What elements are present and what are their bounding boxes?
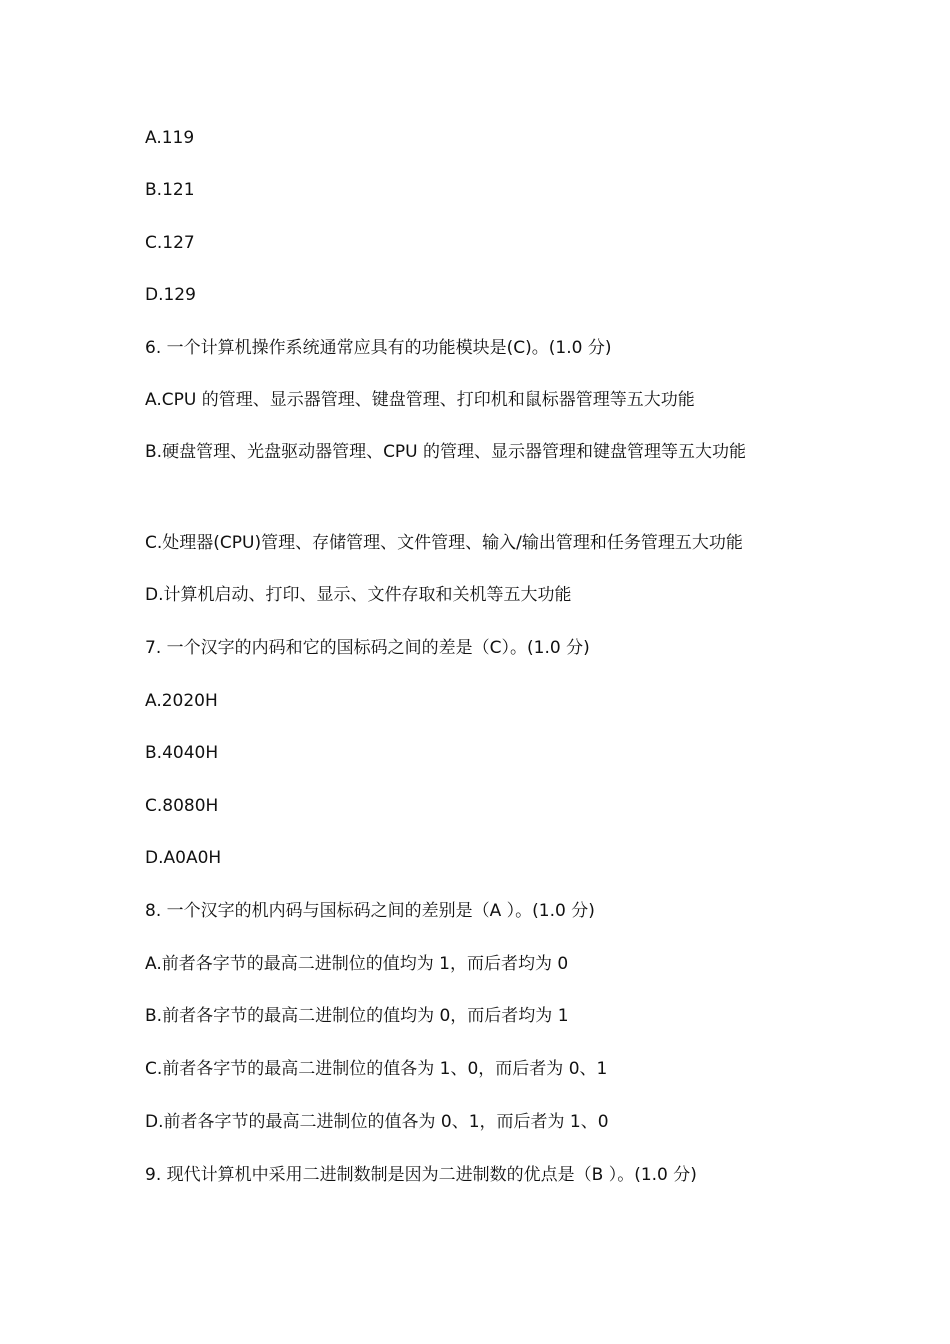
option-c-q8: C.前者各字节的最高二进制位的值各为 1、0，而后者为 0、1 — [145, 1059, 608, 1079]
option-c-q7: C.8080H — [145, 796, 219, 816]
option-d-q5: D.129 — [145, 285, 196, 305]
option-d-q8: D.前者各字节的最高二进制位的值各为 0、1，而后者为 1、0 — [145, 1112, 609, 1132]
option-a-q7: A.2020H — [145, 691, 218, 711]
option-a-q6: A.CPU 的管理、显示器管理、键盘管理、打印机和鼠标器管理等五大功能 — [145, 390, 695, 410]
option-c-q6: C.处理器(CPU)管理、存储管理、文件管理、输入/输出管理和任务管理五大功能 — [145, 533, 743, 553]
question-9: 9. 现代计算机中采用二进制数制是因为二进制数的优点是（B ）。(1.0 分) — [145, 1165, 697, 1185]
question-7: 7. 一个汉字的内码和它的国标码之间的差是（C）。(1.0 分) — [145, 638, 590, 658]
option-d-q6: D.计算机启动、打印、显示、文件存取和关机等五大功能 — [145, 585, 572, 605]
option-b-q7: B.4040H — [145, 743, 219, 763]
option-b-q5: B.121 — [145, 180, 195, 200]
option-b-q8: B.前者各字节的最高二进制位的值均为 0，而后者均为 1 — [145, 1006, 569, 1026]
option-a-q5: A.119 — [145, 128, 195, 148]
option-a-q8: A.前者各字节的最高二进制位的值均为 1，而后者均为 0 — [145, 954, 569, 974]
option-c-q5: C.127 — [145, 233, 195, 253]
question-6: 6. 一个计算机操作系统通常应具有的功能模块是(C)。(1.0 分) — [145, 338, 612, 358]
question-8: 8. 一个汉字的机内码与国标码之间的差别是（A ）。(1.0 分) — [145, 901, 595, 921]
option-b-q6: B.硬盘管理、光盘驱动器管理、CPU 的管理、显示器管理和键盘管理等五大功能 — [145, 442, 747, 462]
option-d-q7: D.A0A0H — [145, 848, 222, 868]
